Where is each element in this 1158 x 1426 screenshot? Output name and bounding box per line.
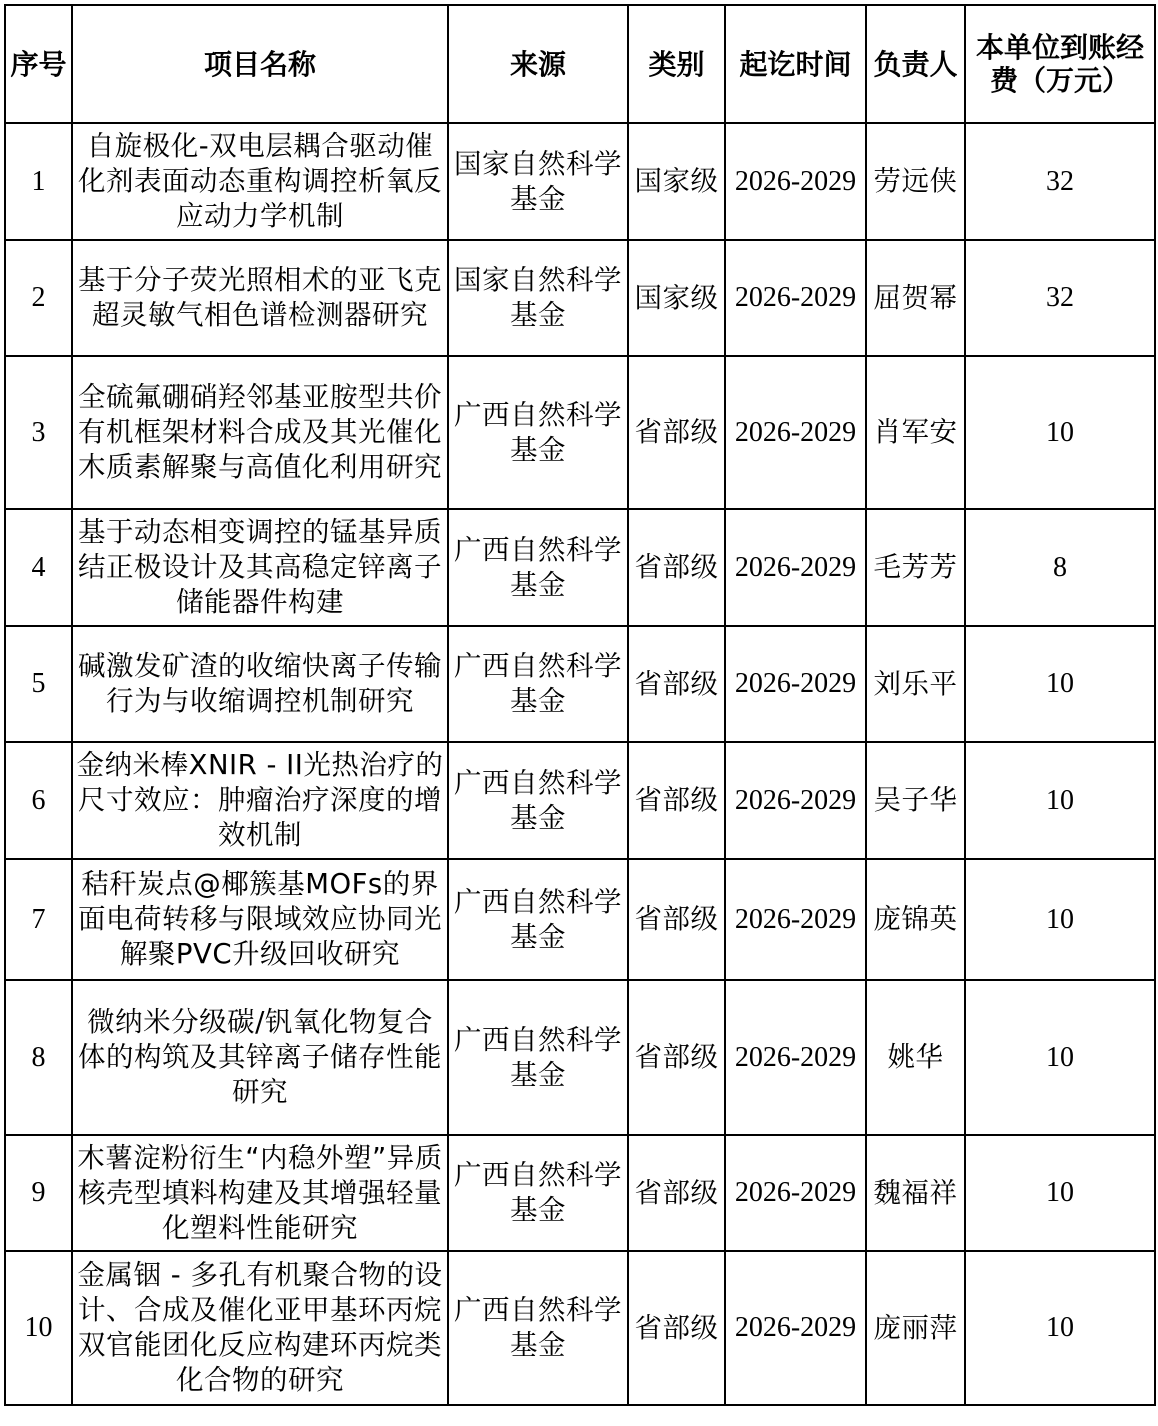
table-row [5,742,1155,859]
row-leader: 毛芳芳 [866,509,965,626]
row-source: 国家自然科学基金 [448,123,628,240]
row-project-name: 木薯淀粉衍生“内稳外塑”异质核壳型填料构建及其增强轻量化塑料性能研究 [72,1135,448,1251]
table-row [5,509,1155,626]
row-category: 省部级 [628,509,725,626]
table-row [5,123,1155,240]
row-period: 2026-2029 [725,980,866,1135]
row-funding: 10 [965,356,1155,509]
row-index: 6 [5,742,72,859]
row-source: 广西自然科学基金 [448,356,628,509]
row-project-name: 秸秆炭点@椰簇基MOFs的界面电荷转移与限域效应协同光解聚PVC升级回收研究 [72,859,448,980]
row-leader: 庞丽萍 [866,1251,965,1405]
row-period: 2026-2029 [725,123,866,240]
header-name: 项目名称 [72,5,448,123]
row-project-name: 基于分子荧光照相术的亚飞克超灵敏气相色谱检测器研究 [72,240,448,356]
row-category: 省部级 [628,1135,725,1251]
row-leader: 庞锦英 [866,859,965,980]
row-category: 国家级 [628,123,725,240]
table-row [5,356,1155,509]
row-category: 省部级 [628,1251,725,1405]
row-period: 2026-2029 [725,742,866,859]
row-funding: 8 [965,509,1155,626]
header-category: 类别 [628,5,725,123]
row-category: 省部级 [628,859,725,980]
row-category: 省部级 [628,356,725,509]
row-funding: 10 [965,626,1155,742]
header-period: 起讫时间 [725,5,866,123]
row-period: 2026-2029 [725,859,866,980]
row-source: 广西自然科学基金 [448,626,628,742]
row-index: 8 [5,980,72,1135]
row-source: 国家自然科学基金 [448,240,628,356]
row-funding: 10 [965,1251,1155,1405]
header-row [5,5,1155,123]
row-index: 9 [5,1135,72,1251]
row-source: 广西自然科学基金 [448,980,628,1135]
row-index: 1 [5,123,72,240]
row-period: 2026-2029 [725,1135,866,1251]
row-project-name: 金纳米棒XNIR - II光热治疗的尺寸效应：肿瘤治疗深度的增效机制 [72,742,448,859]
row-period: 2026-2029 [725,626,866,742]
row-index: 7 [5,859,72,980]
row-index: 2 [5,240,72,356]
row-period: 2026-2029 [725,240,866,356]
row-index: 3 [5,356,72,509]
row-source: 广西自然科学基金 [448,742,628,859]
row-funding: 32 [965,123,1155,240]
table-row [5,1135,1155,1251]
row-source: 广西自然科学基金 [448,859,628,980]
row-category: 省部级 [628,980,725,1135]
row-period: 2026-2029 [725,356,866,509]
row-project-name: 全硫氟硼硝羟邻基亚胺型共价有机框架材料合成及其光催化木质素解聚与高值化利用研究 [72,356,448,509]
row-project-name: 碱激发矿渣的收缩快离子传输行为与收缩调控机制研究 [72,626,448,742]
row-funding: 10 [965,1135,1155,1251]
table-row [5,859,1155,980]
table-row [5,980,1155,1135]
row-project-name: 金属铟 - 多孔有机聚合物的设计、合成及催化亚甲基环丙烷双官能团化反应构建环丙烷类化合物的研究 [72,1251,448,1405]
table-row [5,1251,1155,1405]
row-category: 省部级 [628,626,725,742]
header-funding: 本单位到账经费（万元） [965,5,1155,123]
row-funding: 32 [965,240,1155,356]
row-index: 5 [5,626,72,742]
row-leader: 屈贺幂 [866,240,965,356]
row-project-name: 微纳米分级碳/钒氧化物复合体的构筑及其锌离子储存性能研究 [72,980,448,1135]
table-row [5,240,1155,356]
project-table [4,4,1156,1406]
row-leader: 吴子华 [866,742,965,859]
row-leader: 肖军安 [866,356,965,509]
header-source: 来源 [448,5,628,123]
row-funding: 10 [965,859,1155,980]
header-leader: 负责人 [866,5,965,123]
row-index: 10 [5,1251,72,1405]
row-period: 2026-2029 [725,509,866,626]
header-index: 序号 [5,5,72,123]
row-source: 广西自然科学基金 [448,1135,628,1251]
row-category: 省部级 [628,742,725,859]
row-index: 4 [5,509,72,626]
row-funding: 10 [965,742,1155,859]
row-funding: 10 [965,980,1155,1135]
row-category: 国家级 [628,240,725,356]
row-source: 广西自然科学基金 [448,509,628,626]
row-project-name: 基于动态相变调控的锰基异质结正极设计及其高稳定锌离子储能器件构建 [72,509,448,626]
table-row [5,626,1155,742]
row-leader: 姚华 [866,980,965,1135]
row-period: 2026-2029 [725,1251,866,1405]
row-project-name: 自旋极化-双电层耦合驱动催化剂表面动态重构调控析氧反应动力学机制 [72,123,448,240]
row-leader: 劳远侠 [866,123,965,240]
row-source: 广西自然科学基金 [448,1251,628,1405]
row-leader: 刘乐平 [866,626,965,742]
row-leader: 魏福祥 [866,1135,965,1251]
